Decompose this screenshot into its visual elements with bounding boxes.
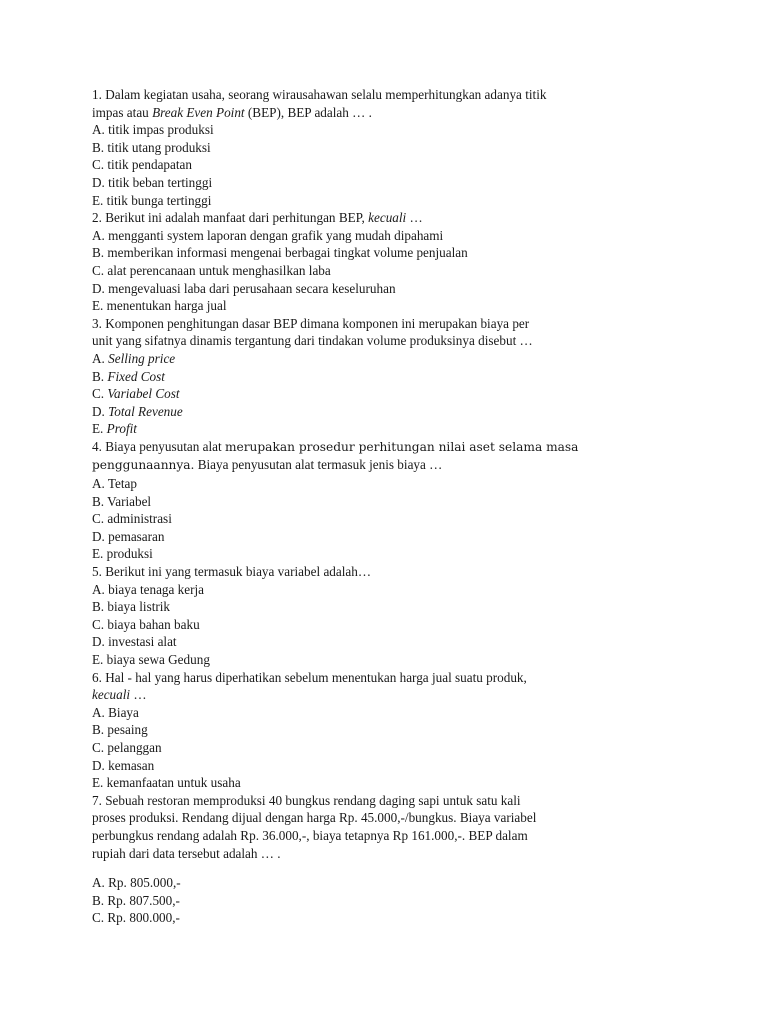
question-2-option-c: C. alat perencanaan untuk menghasilkan laba [92, 262, 331, 278]
question-5-option-b: B. biaya listrik [92, 599, 171, 615]
question-4-option-b: B. Variabel [92, 493, 152, 509]
question-7-text-cont: perbungkus rendang adalah Rp. 36.000,-, biaya tetapnya Rp 161.000,-. BEP dalam [92, 827, 528, 843]
question-3-option-c [92, 385, 612, 403]
question-6-option-e: E. kemanfaatan untuk usaha [92, 775, 241, 791]
question-6-text-part: … [130, 687, 147, 703]
question-1-text-part: (BEP), BEP adalah … . [244, 104, 372, 120]
question-6-option-b: B. pesaing [92, 722, 148, 738]
question-1-text-cont [92, 104, 612, 122]
question-5 [92, 563, 612, 669]
option-text: Selling price [108, 350, 176, 366]
question-1-text: 1. Dalam kegiatan usaha, seorang wirausahawan selalu memperhitungkan adanya titik [92, 87, 547, 102]
question-2-option-d: D. mengevaluasi laba dari perusahaan secara keseluruhan [92, 280, 396, 296]
question-6-option-c: C. pelanggan [92, 739, 162, 755]
question-3-option-a [92, 350, 612, 368]
question-6-text-cont [92, 686, 612, 704]
question-6-option-a: A. Biaya [92, 704, 139, 720]
question-4-option-a: A. Tetap [92, 476, 137, 492]
question-5-option-a: A. biaya tenaga kerja [92, 581, 205, 597]
question-4-option-d: D. pemasaran [92, 528, 165, 544]
question-5-option-c: C. biaya bahan baku [92, 616, 200, 632]
question-1-text-part: impas atau [92, 104, 153, 120]
question-3-option-d [92, 403, 612, 421]
question-7-option-a: A. Rp. 805.000,- [92, 875, 181, 891]
question-6-exception: kecuali [92, 687, 131, 703]
question-3 [92, 315, 612, 438]
option-text: Variabel Cost [107, 386, 180, 402]
question-3-option-e [92, 420, 612, 438]
option-letter: A. [92, 350, 109, 366]
question-3-text: 3. Komponen penghitungan dasar BEP dimana komponen ini merupakan biaya per [92, 315, 530, 331]
question-1-option-e: E. titik bunga tertinggi [92, 192, 212, 208]
question-4-text [92, 438, 612, 457]
question-1-option-d: D. titik beban tertinggi [92, 174, 213, 190]
question-3-text-cont: unit yang sifatnya dinamis tergantung dari tindakan volume produksinya disebut … [92, 333, 533, 349]
question-1-term: Break Even Point [152, 104, 245, 120]
question-2-text-part: 2. Berikut ini adalah manfaat dari perhitungan BEP, [92, 210, 369, 226]
question-2-option-a: A. mengganti system laporan dengan grafik yang mudah dipahami [92, 227, 444, 243]
question-1-option-a: A. titik impas produksi [92, 122, 214, 138]
option-text: Profit [106, 421, 137, 437]
question-7-text-cont: proses produksi. Rendang dijual dengan harga Rp. 45.000,-/bungkus. Biaya variabel [92, 810, 537, 826]
question-4-option-e: E. produksi [92, 546, 153, 562]
question-1 [92, 86, 612, 209]
question-7-text-cont: rupiah dari data tersebut adalah … . [92, 845, 281, 861]
question-5-text: 5. Berikut ini yang termasuk biaya variabel adalah… [92, 564, 372, 580]
question-2-text [92, 209, 612, 227]
option-letter: D. [92, 403, 109, 419]
question-5-option-d: D. investasi alat [92, 634, 177, 650]
question-1-option-b: B. titik utang produksi [92, 139, 211, 155]
document-page [92, 86, 612, 927]
option-letter: B. [92, 368, 108, 384]
question-5-option-e: E. biaya sewa Gedung [92, 652, 210, 667]
question-4-text-part: 4. Biaya penyusutan alat [92, 438, 225, 454]
question-2 [92, 209, 612, 315]
option-text: Fixed Cost [107, 368, 165, 384]
question-7-option-c: C. Rp. 800.000,- [92, 910, 180, 926]
question-7-text: 7. Sebuah restoran memproduksi 40 bungkus rendang daging sapi untuk satu kali [92, 792, 521, 808]
question-6 [92, 669, 612, 792]
question-2-option-b: B. memberikan informasi mengenai berbagai tingkat volume penjualan [92, 245, 468, 261]
question-6-option-d: D. kemasan [92, 757, 155, 773]
question-4-text-cont [92, 456, 612, 475]
question-4-text-part: merupakan prosedur perhitungan nilai aset selama masa [224, 439, 579, 454]
option-text: Total Revenue [108, 403, 183, 419]
question-7-option-b: B. Rp. 807.500,- [92, 892, 180, 908]
paragraph-spacer [92, 862, 612, 874]
question-2-option-e: E. menentukan harga jual [92, 298, 227, 314]
question-4-text-part: penggunaannya. [92, 458, 195, 473]
question-4 [92, 438, 612, 563]
question-1-option-c: C. titik pendapatan [92, 157, 192, 173]
question-6-text: 6. Hal - hal yang harus diperhatikan sebelum menentukan harga jual suatu produk, [92, 669, 527, 685]
question-7 [92, 792, 612, 927]
option-letter: C. [92, 386, 108, 402]
question-2-exception: kecuali [368, 210, 407, 226]
question-4-option-c: C. administrasi [92, 511, 172, 527]
question-3-option-b [92, 368, 612, 386]
question-2-text-part: … [406, 210, 423, 226]
option-letter: E. [92, 421, 107, 437]
question-4-text-part: Biaya penyusutan alat termasuk jenis biaya … [194, 457, 443, 473]
